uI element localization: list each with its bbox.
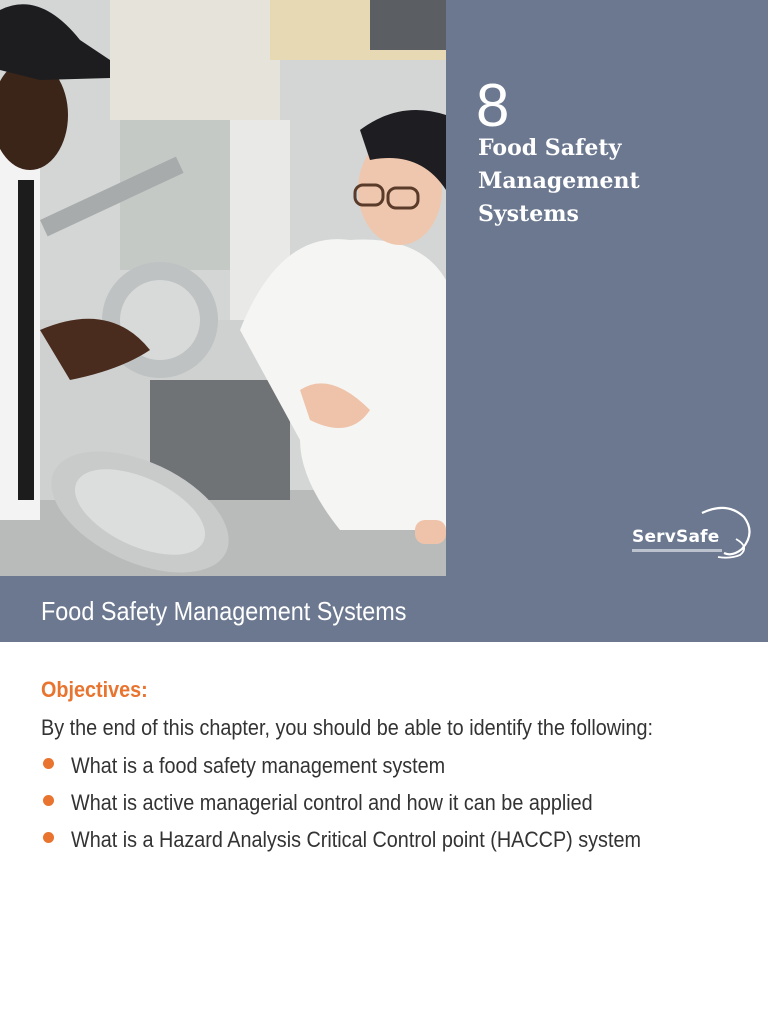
servsafe-logo [632, 503, 756, 561]
bullet-icon [43, 832, 54, 843]
chapter-title-line: Management [478, 168, 640, 194]
list-item-text: What is a food safety management system [71, 753, 446, 778]
objectives-heading: Objectives: [41, 677, 148, 702]
objectives-intro: By the end of this chapter, you should be able to identify the following: [41, 715, 654, 740]
section-title: Food Safety Management Systems [41, 596, 407, 626]
photo-chefs-at-slicer-icon [0, 0, 446, 576]
chapter-number: 8 [476, 72, 510, 139]
brand-tagline-mark [632, 549, 722, 552]
cover-photo [0, 0, 446, 576]
bullet-icon [43, 795, 54, 806]
chapter-title-line: Food Safety [478, 135, 622, 161]
chapter-title [478, 132, 748, 231]
cover-panel [446, 0, 768, 576]
title-band [0, 576, 768, 642]
chapter-title-line: Systems [478, 201, 579, 227]
brand-name: ServSafe [632, 527, 720, 547]
list-item-text: What is active managerial control and how it can be applied [71, 790, 593, 815]
list-item-text: What is a Hazard Analysis Critical Control point (HACCP) system [71, 827, 641, 852]
bullet-icon [43, 758, 54, 769]
